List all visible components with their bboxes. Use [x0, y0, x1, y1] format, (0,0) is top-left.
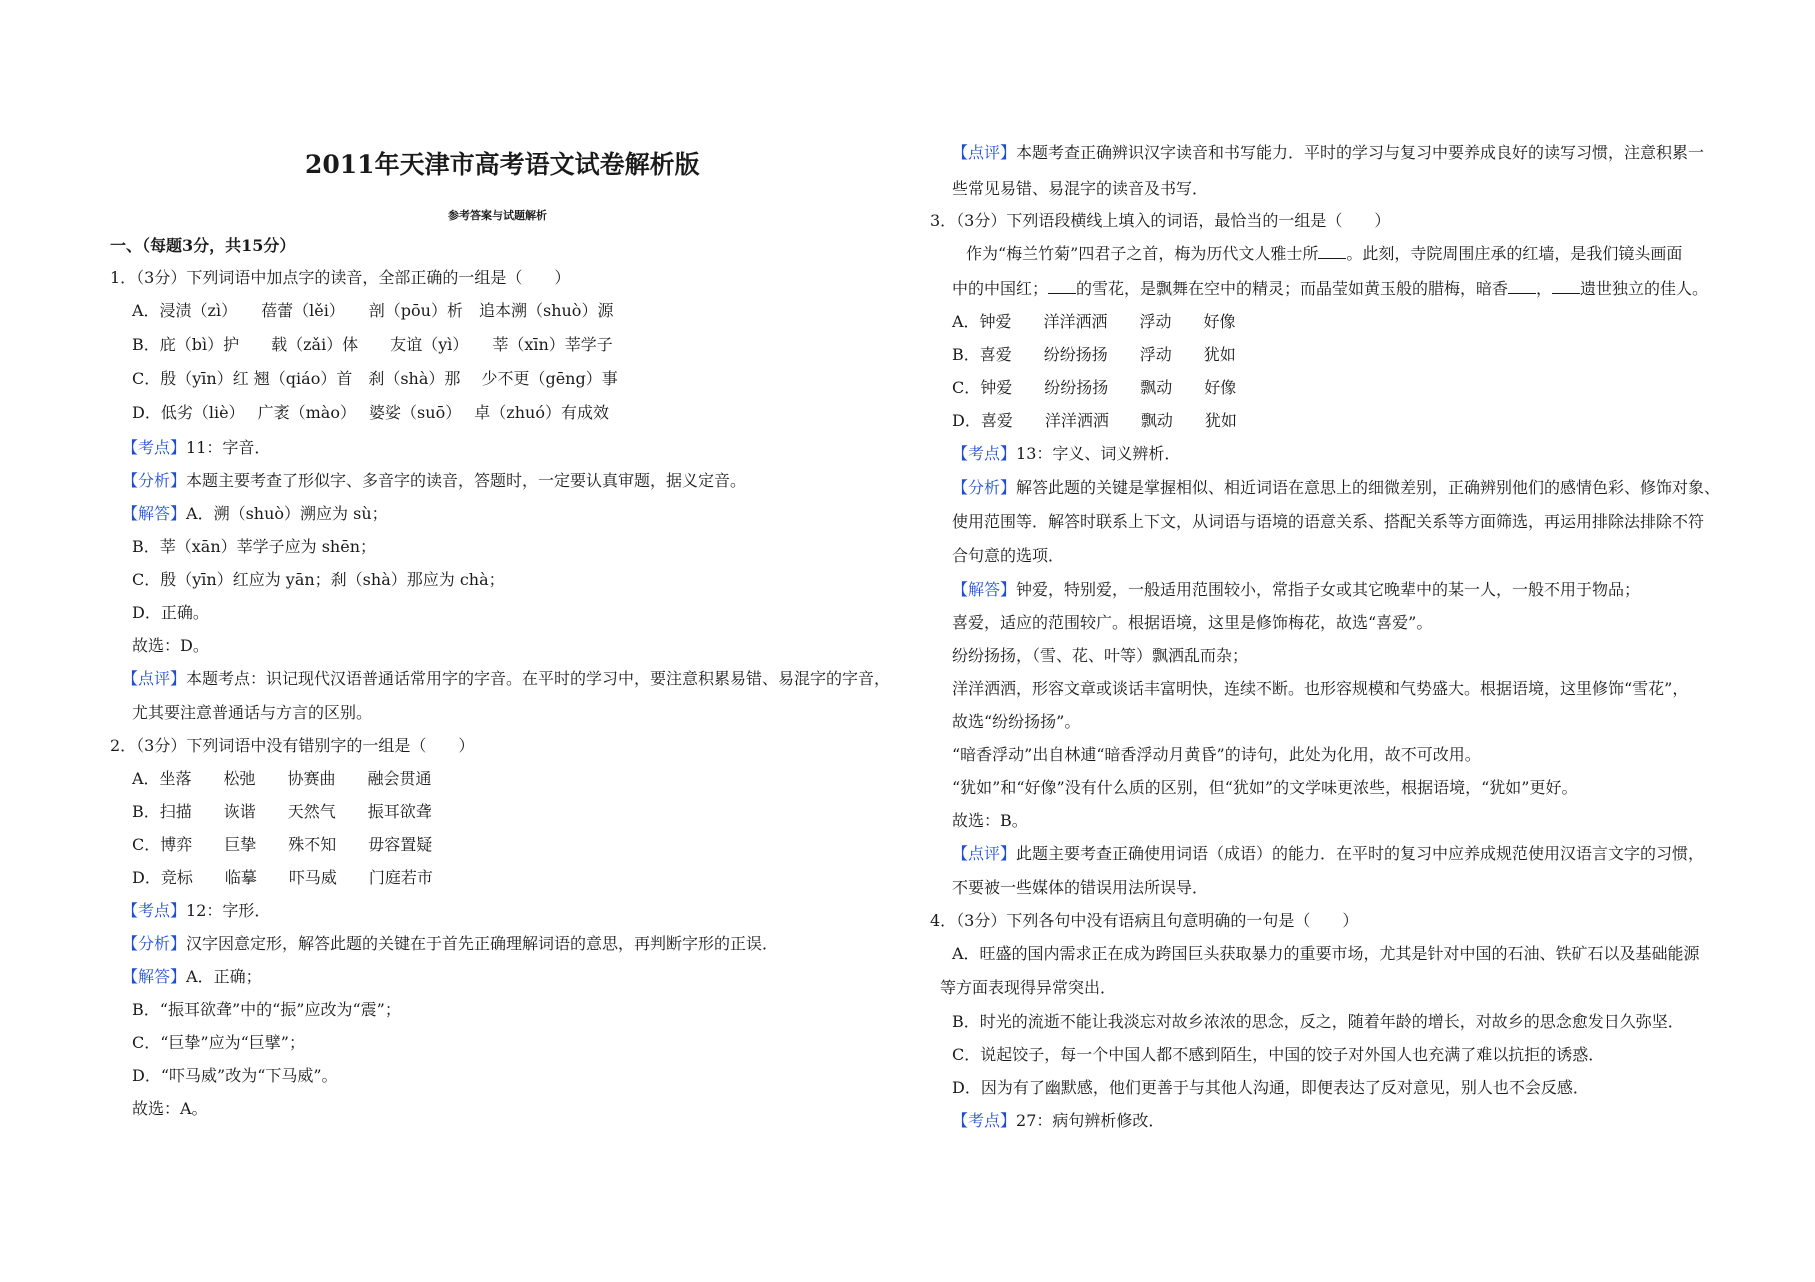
kaodian-tag: 【考点】: [952, 444, 1017, 463]
q4-option-b: B．时光的流逝不能让我淡忘对故乡浓浓的思念，反之，随着年龄的增长，对故乡的思念愈发日久弥坚．: [952, 1012, 1684, 1031]
q1-kaodian: [122, 438, 270, 458]
q3-jieda-line: 纷纷扬扬，（雪、花、叶等）飘洒乱而杂；: [952, 646, 1249, 665]
kaodian-tag: 【考点】: [122, 901, 187, 920]
q3-fenxi: [952, 478, 1720, 498]
prev-dianping-cont: 些常见易错、易混字的读音及书写．: [952, 179, 1209, 198]
q2-jieda-line: 故选：A。: [132, 1099, 208, 1118]
q3-jieda-line: 故选“纷纷扬扬”。: [952, 712, 1081, 731]
q3-option-a: A．钟爱 洋洋洒洒 浮动 好像: [952, 312, 1236, 331]
q3-kaodian: [952, 444, 1180, 464]
q3-jieda-line: 故选：B。: [952, 811, 1028, 830]
kaodian-tag: 【考点】: [122, 438, 187, 457]
q2-fenxi-text: 汉字因意定形，解答此题的关键在于首先正确理解词语的意思，再判断字形的正误．: [186, 934, 779, 953]
q1-dianping-text: 本题考点：识记现代汉语普通话常用字的字音。在平时的学习中，要注意积累易错、易混字的字音，: [186, 669, 891, 688]
q3-dianping: [952, 844, 1704, 864]
q2-jieda-line: C．“巨挚”应为“巨擘”；: [132, 1033, 305, 1052]
q2-jieda-line: B．“振耳欲聋”中的“振”应改为“震”；: [132, 1000, 401, 1019]
q1-jieda-line: D．正确。: [132, 603, 209, 622]
q3-jieda-line: 喜爱，适应的范围较广。根据语境，这里是修饰梅花，故选“喜爱”。: [952, 613, 1433, 632]
fenxi-tag: 【分析】: [122, 934, 187, 953]
q4-kaodian-text: 27：病句辨析修改．: [1016, 1111, 1165, 1130]
q2-kaodian-text: 12：字形．: [186, 901, 271, 920]
q3-passage-text: 遗世独立的佳人。: [1580, 279, 1709, 298]
q2-jieda: [122, 967, 262, 987]
q3-jieda: [952, 580, 1640, 600]
jieda-tag: 【解答】: [952, 580, 1017, 599]
fenxi-tag: 【分析】: [122, 471, 187, 490]
question-1-stem: 1．（3分）下列词语中加点字的读音，全部正确的一组是（ ）: [110, 268, 571, 287]
q3-passage-text: 。此刻，寺院周围庄承的红墙，是我们镜头画面: [1346, 244, 1683, 263]
q2-jieda-line: D．“吓马威”改为“下马威”。: [132, 1066, 338, 1085]
dianping-tag: 【点评】: [952, 844, 1017, 863]
page-subtitle: 参考答案与试题解析: [448, 209, 547, 222]
page-title: 2011年天津市高考语文试卷解析版: [305, 150, 700, 179]
q3-passage-text: ，: [1536, 279, 1553, 298]
dianping-tag: 【点评】: [952, 143, 1017, 162]
jieda-tag: 【解答】: [122, 967, 187, 986]
q1-option-c: C．殷（yīn）红 翘（qiáo）首 刹（shà）那 少不更（gēng）事: [132, 369, 618, 388]
q3-passage-text: 中的中国红；: [952, 279, 1049, 298]
q1-fenxi: [122, 471, 746, 491]
dianping-tag: 【点评】: [122, 669, 187, 688]
q3-fenxi-text: 解答此题的关键是掌握相似、相近词语在意思上的细微差别，正确辨别他们的感情色彩、修饰对象、: [1016, 478, 1721, 497]
q2-fenxi: [122, 934, 778, 954]
q1-jieda-text: A．溯（shuò）溯应为 sù；: [186, 504, 388, 523]
q2-option-a: A．坐落 松弛 协赛曲 融会贯通: [132, 769, 432, 788]
question-3-stem: 3．（3分）下列语段横线上填入的词语，最恰当的一组是（ ）: [930, 211, 1391, 230]
question-4-stem: 4．（3分）下列各句中没有语病且句意明确的一句是（ ）: [930, 911, 1359, 930]
q2-option-d: D．竞标 临摹 吓马威 门庭若市: [132, 868, 433, 887]
q1-jieda: [122, 504, 388, 524]
q2-jieda-text: A．正确；: [186, 967, 262, 986]
q1-jieda-line: 故选：D。: [132, 636, 209, 655]
q4-option-a-cont: 等方面表现得异常突出．: [940, 978, 1117, 997]
q3-passage-text: 作为“梅兰竹菊”四君子之首，梅为历代文人雅士所: [966, 244, 1319, 263]
q1-option-d: D．低劣（liè） 广袤（mào） 婆娑（suō） 卓（zhuó）有成效: [132, 403, 609, 422]
kaodian-tag: 【考点】: [952, 1111, 1017, 1130]
fill-blank: [1318, 244, 1346, 259]
q3-option-c: C．钟爱 纷纷扬扬 飘动 好像: [952, 378, 1237, 397]
fill-blank: [1508, 279, 1536, 294]
q1-dianping: [122, 669, 890, 689]
prev-dianping: [952, 143, 1704, 163]
q2-option-b: B．扫描 诙谐 天然气 振耳欲聋: [132, 802, 432, 821]
jieda-tag: 【解答】: [122, 504, 187, 523]
q3-option-b: B．喜爱 纷纷扬扬 浮动 犹如: [952, 345, 1236, 364]
q3-passage-line-1: [966, 244, 1682, 264]
q1-fenxi-text: 本题主要考查了形似字、多音字的读音，答题时，一定要认真审题，据义定音。: [186, 471, 747, 490]
q4-option-a: A．旺盛的国内需求正在成为跨国巨头获取暴力的重要市场，尤其是针对中国的石油、铁矿石以及基础能源: [952, 944, 1700, 963]
fill-blank: [1048, 279, 1076, 294]
q3-passage-text: 的雪花，是飘舞在空中的精灵；而晶莹如黄玉般的腊梅，暗香: [1076, 279, 1509, 298]
q1-option-b: B．庇（bì）护 载（zǎi）体 友谊（yì） 莘（xīn）莘学子: [132, 335, 613, 354]
q3-dianping-cont: 不要被一些媒体的错误用法所误导．: [952, 878, 1209, 897]
q1-jieda-line: B．莘（xān）莘学子应为 shēn；: [132, 537, 377, 556]
q3-option-d: D．喜爱 洋洋洒洒 飘动 犹如: [952, 411, 1237, 430]
prev-dianping-text: 本题考查正确辨识汉字读音和书写能力．平时的学习与复习中要养成良好的读写习惯，注意积累一: [1016, 143, 1705, 162]
q3-jieda-text: 钟爱，特别爱，一般适用范围较小，常指子女或其它晚辈中的某一人，一般不用于物品；: [1016, 580, 1641, 599]
fenxi-tag: 【分析】: [952, 478, 1017, 497]
q4-option-c: C．说起饺子，每一个中国人都不感到陌生，中国的饺子对外国人也充满了难以抗拒的诱惑．: [952, 1045, 1605, 1064]
q3-passage-line-2: [952, 279, 1708, 299]
q3-jieda-line: 洋洋洒洒，形容文章或谈话丰富明快，连续不断。也形容规模和气势盛大。根据语境，这里修饰“雪花”，: [952, 679, 1689, 698]
q3-dianping-text: 此题主要考查正确使用词语（成语）的能力．在平时的复习中应养成规范使用汉语言文字的习惯，: [1016, 844, 1705, 863]
fill-blank: [1552, 279, 1580, 294]
q3-jieda-line: “暗香浮动”出自林逋“暗香浮动月黄昏”的诗句，此处为化用，故不可改用。: [952, 745, 1481, 764]
q2-option-c: C．博弈 巨挚 殊不知 毋容置疑: [132, 835, 433, 854]
q3-kaodian-text: 13：字义、词义辨析．: [1016, 444, 1181, 463]
q1-jieda-line: C．殷（yīn）红应为 yān；刹（shà）那应为 chà；: [132, 570, 505, 589]
q3-fenxi-line: 使用范围等．解答时联系上下文，从词语与语境的语意关系、搭配关系等方面筛选，再运用排除法排除不符: [952, 512, 1705, 531]
q3-fenxi-line: 合句意的选项．: [952, 546, 1065, 565]
q4-option-d: D．因为有了幽默感，他们更善于与其他人沟通，即便表达了反对意见，别人也不会反感．: [952, 1078, 1589, 1097]
q2-kaodian: [122, 901, 270, 921]
q1-dianping-cont: 尤其要注意普通话与方言的区别。: [132, 703, 373, 722]
q3-jieda-line: “犹如”和“好像”没有什么质的区别，但“犹如”的文学味更浓些，根据语境，“犹如”更好。: [952, 778, 1578, 797]
q1-kaodian-text: 11：字音．: [186, 438, 271, 457]
q4-kaodian: [952, 1111, 1164, 1131]
q1-option-a: A．浸渍（zì） 蓓蕾（lěi） 剖（pōu）析 追本溯（shuò）源: [132, 301, 614, 320]
section-heading: 一、（每题3分，共15分）: [110, 236, 296, 255]
question-2-stem: 2．（3分）下列词语中没有错别字的一组是（ ）: [110, 736, 475, 755]
